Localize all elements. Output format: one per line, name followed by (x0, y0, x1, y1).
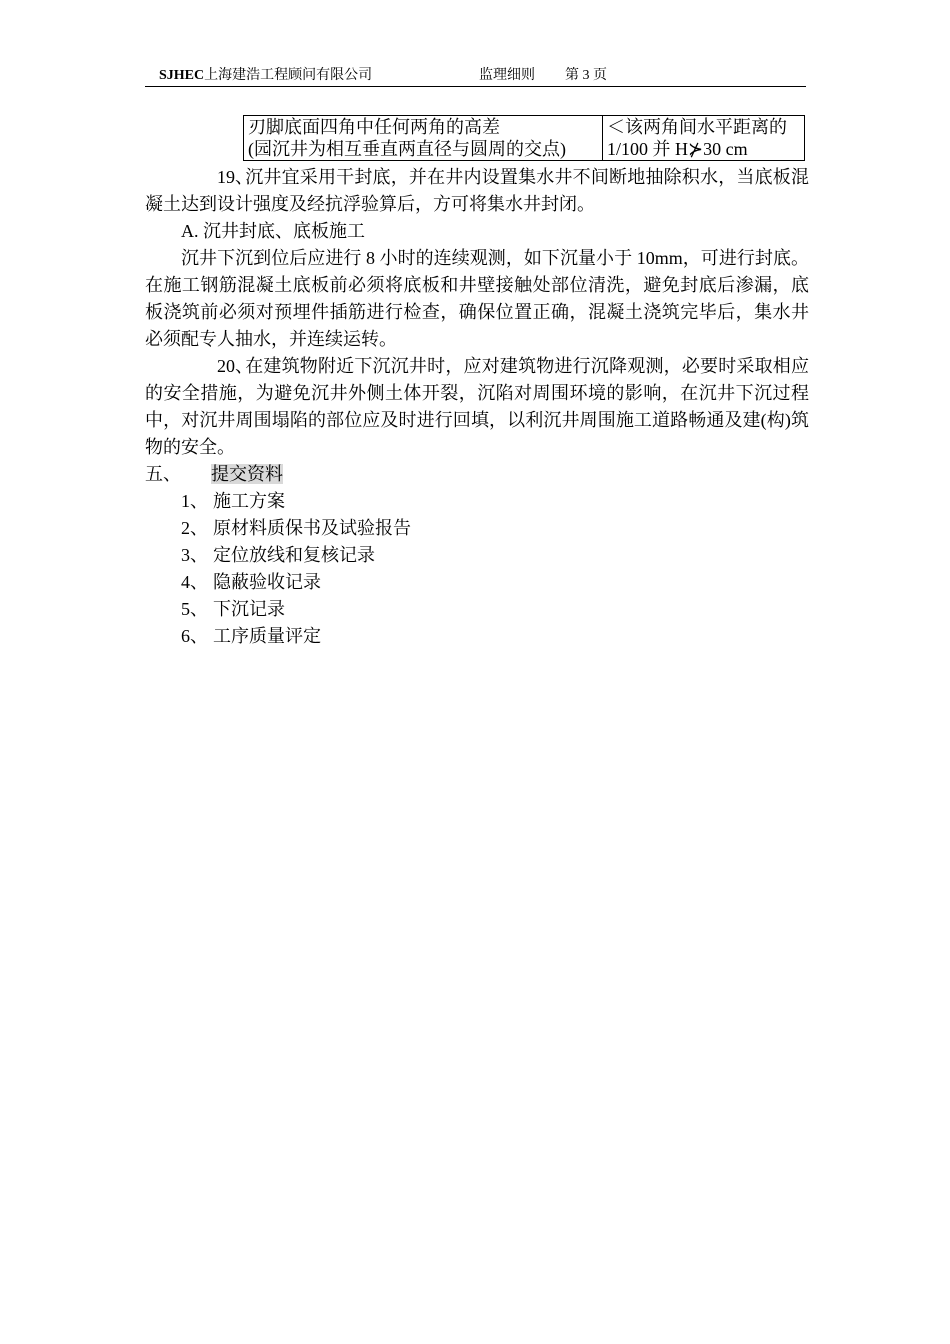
tolerance-table (243, 115, 805, 161)
table-cell-item (244, 116, 603, 161)
list-label: 工序质量评定 (213, 626, 321, 646)
header-doc-title: 监理细则 (479, 68, 535, 83)
table-row (244, 116, 805, 161)
section-number: 五、 (145, 464, 181, 484)
cell-line: (园沉井为相互垂直两直径与圆周的交点) (248, 139, 566, 159)
list-number: 6、 (181, 626, 208, 646)
list-number: 3、 (181, 545, 208, 565)
list-label: 隐蔽验收记录 (213, 572, 321, 592)
paragraph-20 (145, 353, 809, 461)
item-number: 20、 (217, 356, 253, 376)
subsection-heading: A. 沉井封底、底板施工 (181, 221, 365, 241)
page-header (145, 66, 806, 87)
company-abbrev: SJHEC (159, 68, 205, 83)
paragraph-subsection-a: 沉井下沉到位后应进行 8 小时的连续观测，如下沉量小于 10mm，可进行封底。在施工钢筋混凝土底板前必须将底板和井壁接触处部位清洗，避免封底后渗漏，底板浇筑前必须对预埋件插筋进行检查，确保位置正确，混凝土浇筑完毕后，集水井必须配专人抽水，并连续运转。 (145, 248, 809, 349)
list-item (145, 542, 809, 569)
list-number: 1、 (181, 491, 208, 511)
cell-line: ＜该两角间水平距离的 (607, 117, 787, 137)
list-item (145, 596, 809, 623)
paragraph-19 (145, 164, 809, 218)
list-label: 下沉记录 (213, 599, 285, 619)
header-company (159, 66, 372, 86)
list-item (145, 488, 809, 515)
item-number: 19、 (217, 167, 253, 187)
list-item (145, 623, 809, 650)
section-heading (145, 461, 809, 488)
document-body (145, 164, 809, 650)
company-name: 上海建浩工程顾问有限公司 (204, 68, 373, 83)
section-title: 提交资料 (211, 464, 283, 484)
paragraph-text: 在建筑物附近下沉沉井时，应对建筑物进行沉降观测，必要时采取相应的安全措施，为避免沉井外侧土体开裂，沉陷对周围环境的影响，在沉井下沉过程中，对沉井周围塌陷的部位应及时进行回填，以利沉井周围施工道路畅通及建(构)筑物的安全。 (145, 356, 809, 457)
list-label: 定位放线和复核记录 (213, 545, 375, 565)
cell-line: 刃脚底面四角中任何两角的高差 (248, 117, 500, 137)
list-label: 原材料质保书及试验报告 (213, 518, 411, 538)
paragraph-text: 沉井宜采用干封底，并在井内设置集水井不间断地抽除积水，当底板混凝土达到设计强度及经抗浮验算后，方可将集水井封闭。 (145, 167, 809, 214)
list-number: 4、 (181, 572, 208, 592)
list-number: 5、 (181, 599, 208, 619)
table-cell-tolerance (603, 116, 805, 161)
cell-line: 1/100 并 H⊁30 cm (607, 139, 748, 159)
header-page-number: 第 3 页 (565, 68, 607, 83)
list-label: 施工方案 (213, 491, 285, 511)
list-item (145, 515, 809, 542)
list-item (145, 569, 809, 596)
list-number: 2、 (181, 518, 208, 538)
